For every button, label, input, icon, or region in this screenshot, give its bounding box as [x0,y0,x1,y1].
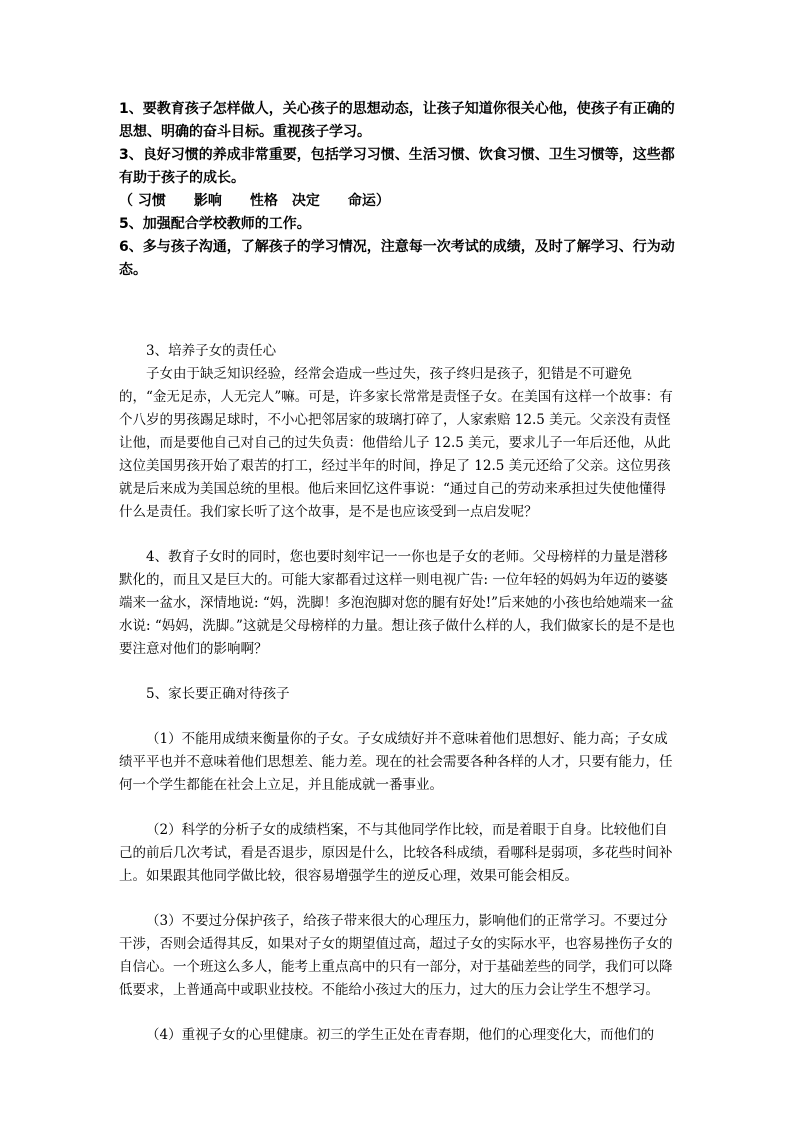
section-5-point-4: （4）重视子女的心里健康。初三的学生正处在青春期，他们的心理变化大，而他们的 [146,1027,655,1043]
section-5-title: 5、家长要正确对待孩子 [146,686,290,702]
body-sections [119,340,677,1047]
section-5-point-2: （2）科学的分析子女的成绩档案，不与其他同学作比较，而是着眼于自身。比较他们自己的前后几次考试，看是否退步，原因是什么，比较各科成绩，看哪科是弱项，多花些时间补上。如果跟其他同学做比较，很容易增强学生的逆反心理，效果可能会相反。 [119,822,673,884]
section-3-title: 3、培养子女的责任心 [146,343,277,359]
tip-5: 5、加强配合学校教师的工作。 [119,216,311,232]
tip-6: 6、多与孩子沟通，了解孩子的学习情况，注意每一次考试的成绩，及时了解学习、行为动态。 [119,239,675,278]
tips-list [119,98,677,282]
tip-1: 1、要教育孩子怎样做人，关心孩子的思想动态，让孩子知道你很关心他，使孩子有正确的思想、明确的奋斗目标。重视孩子学习。 [119,101,675,140]
tip-habit-chain: （ 习惯 影响 性格 决定 命运） [119,193,390,209]
document-page [119,98,677,1047]
section-5-point-1: （1）不能用成绩来衡量你的子女。子女成绩好并不意味着他们思想好、能力高；子女成绩平平也并不意味着他们思想差、能力差。现在的社会需要各种各样的人才，只要有能力，任何一个学生都能在社会上立足，并且能成就一番事业。 [119,731,673,793]
section-3-body: 子女由于缺乏知识经验，经常会造成一些过失，孩子终归是孩子，犯错是不可避免的，“金无足赤，人无完人”嘛。可是，许多家长常常是责怪子女。在美国有这样一个故事：有个八岁的男孩踢足球时，不小心把邻居家的玻璃打碎了，人家索赔 12.5 美元。父亲没有责怪让他，而是要他自己对自己的过失负责：他借给儿子 12.5 美元，要求儿子一年后还他，从此这位美国男孩开始了艰苦的打工，经过半年的时间，挣足了 12.5 美元还给了父亲。这位男孩就是后来成为美国总统的里根。他后来回忆这件事说：“通过自己的劳动来承担过失使他懂得什么是责任。我们家长听了这个故事，是不是也应该受到一点启发呢？ [119,366,673,520]
section-5-point-3: （3）不要过分保护孩子，给孩子带来很大的心理压力，影响他们的正常学习。不要过分干涉，否则会适得其反，如果对子女的期望值过高，超过子女的实际水平，也容易挫伤子女的自信心。一个班这么多人，能考上重点高中的只有一部分，对于基础差些的同学，我们可以降低要求，上普通高中或职业技校。不能给小孩过大的压力，过大的压力会让学生不想学习。 [119,913,673,998]
section-4-body: 4、教育子女时的同时，您也要时刻牢记一一你也是子女的老师。父母榜样的力量是潜移默化的，而且又是巨大的。可能大家都看过这样一则电视广告: 一位年轻的妈妈为年迈的婆婆端来一盆水，深情地说: “妈，洗脚！多泡泡脚对您的腿有好处!”后来她的小孩也给她端来一盆水说: “妈妈，洗脚。”这就是父母榜样的力量。想让孩子做什么样的人，我们做家长的是不是也要注意对他们的影响啊？ [119,549,675,657]
tip-3: 3、良好习惯的养成非常重要，包括学习习惯、生活习惯、饮食习惯、卫生习惯等，这些都有助于孩子的成长。 [119,147,675,186]
